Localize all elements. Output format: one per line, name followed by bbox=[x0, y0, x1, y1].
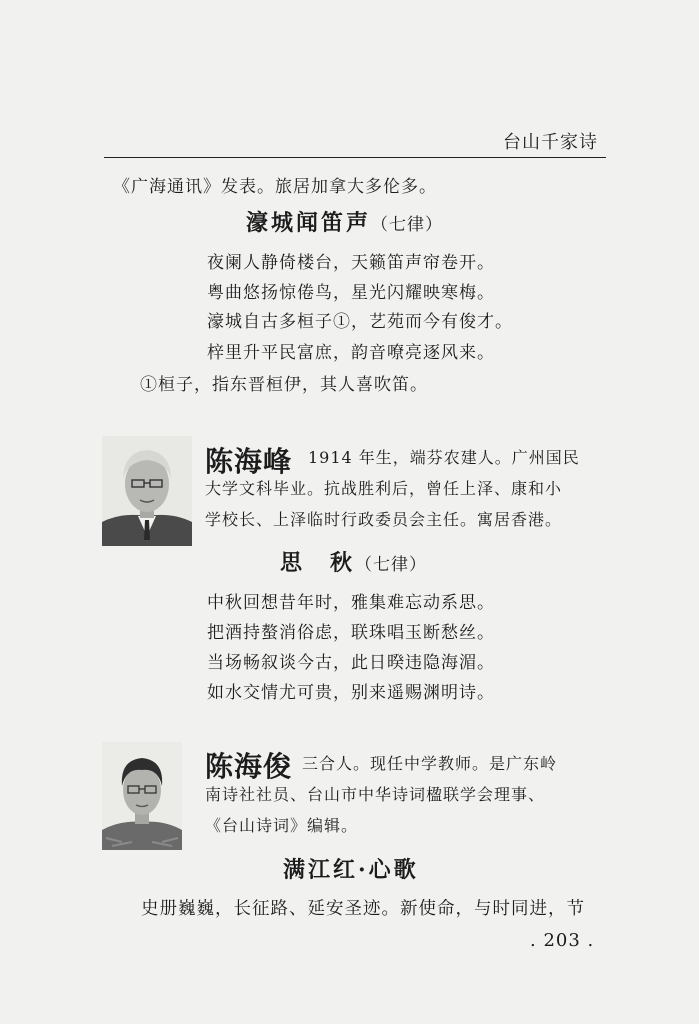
poem-line: 夜阑人静倚楼台，天籁笛声帘卷开。 bbox=[207, 253, 495, 273]
poet-bio-line: 1914 年生，端芬农建人。广州国民 bbox=[308, 448, 580, 467]
poet-bio-line: 南诗社社员、台山市中华诗词楹联学会理事、 bbox=[205, 785, 546, 804]
poet-bio-line: 学校长、上泽临时行政委员会主任。寓居香港。 bbox=[205, 510, 563, 529]
intro-line: 《广海通讯》发表。旅居加拿大多伦多。 bbox=[113, 177, 437, 197]
poet-bio-line: 大学文科毕业。抗战胜利后，曾任上泽、康和小 bbox=[205, 479, 563, 498]
poem-title-text: 濠城闻笛声 bbox=[246, 210, 372, 236]
footnote: ①桓子，指东晋桓伊，其人喜吹笛。 bbox=[140, 375, 428, 395]
poem-form: （七律） bbox=[371, 215, 444, 235]
poem-title-text: 满江红·心歌 bbox=[283, 857, 419, 883]
poet-bio-line: 三合人。现任中学教师。是广东岭 bbox=[302, 754, 558, 773]
header-rule bbox=[104, 157, 606, 158]
poem-title-text: 思 秋 bbox=[280, 550, 356, 576]
poem-line: 梓里升平民富庶，韵音嘹亮逐风来。 bbox=[207, 343, 495, 363]
portrait-photo bbox=[102, 436, 192, 546]
poem-form: （七律） bbox=[355, 555, 428, 575]
portrait-photo bbox=[102, 742, 182, 850]
poem-line: 粤曲悠扬惊倦鸟，星光闪耀映寒梅。 bbox=[207, 283, 495, 303]
poem-line: 中秋回想昔年时，雅集难忘动系思。 bbox=[207, 593, 495, 613]
poem-line: 如水交情尤可贵，别来遥赐渊明诗。 bbox=[207, 683, 495, 703]
poem-title bbox=[246, 206, 443, 237]
poem-line: 当场畅叙谈今古，此日暌违隐海湄。 bbox=[207, 653, 495, 673]
page-number: . 203 . bbox=[530, 930, 595, 951]
poet-name: 陈海峰 bbox=[205, 445, 293, 478]
poet-bio-line: 《台山诗词》编辑。 bbox=[205, 816, 359, 835]
running-header-title: 台山千家诗 bbox=[503, 132, 598, 153]
poem-line: 史册巍巍，长征路、延安圣迹。新使命，与时同进，节 bbox=[141, 899, 585, 919]
poem-line: 把酒持螯消俗虑，联珠唱玉断愁丝。 bbox=[207, 623, 495, 643]
poem-title bbox=[283, 853, 419, 884]
poem-line: 濠城自古多桓子①，艺苑而今有俊才。 bbox=[207, 312, 513, 332]
poem-title bbox=[280, 546, 427, 577]
poet-name: 陈海俊 bbox=[205, 750, 293, 783]
